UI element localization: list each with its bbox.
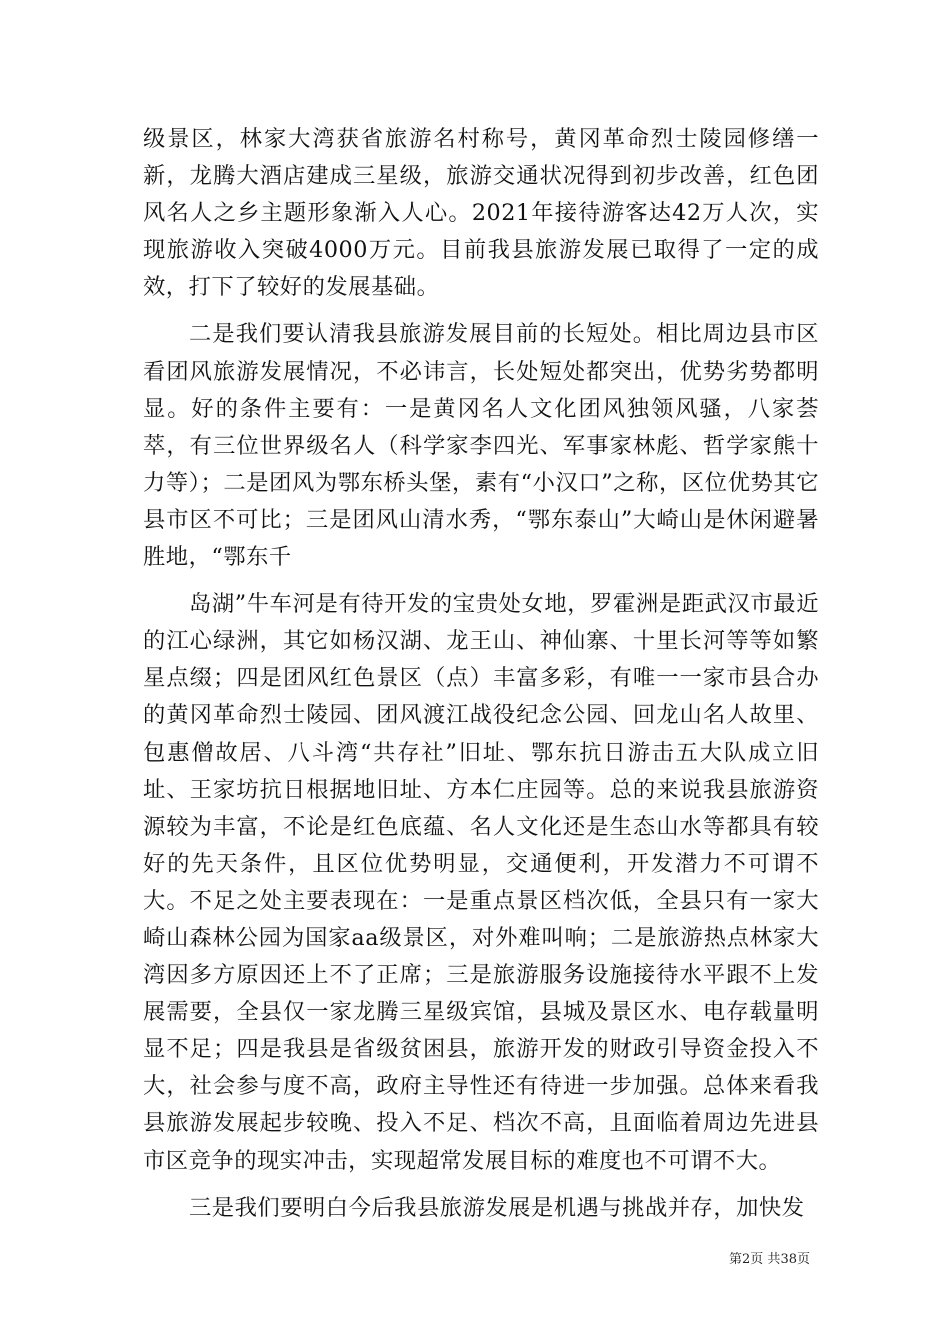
paragraph-opportunities: 三是我们要明白今后我县旅游发展是机遇与挑战并存，加快发 xyxy=(189,1194,805,1221)
footer-suffix: 页 xyxy=(796,1252,810,1267)
paragraph-resources: 岛湖”牛车河是有待开发的宝贵处女地，罗霍洲是距武汉市最近的江心绿洲，其它如杨汉湖、龙王山、神仙寨、十里长河等等如繁星点缀；四是团风红色景区（点）丰富多彩，有唯一一家市县合办的黄冈革命烈士陵园、团风渡江战役纪念公园、回龙山名人故里、包惠僧故居、八斗湾“共存社”旧址、鄂东抗日游击五大队成立旧址、王家坊抗日根据地旧址、方本仁庄园等。总的来说我县旅游资源较为丰富，不论是红色底蕴、名人文化还是生态山水等都具有较好的先天条件，且区位优势明显，交通便利，开发潜力不可谓不大。不足之处主要表现在：一是重点景区档次低，全县只有一家大崎山森林公园为国家aa级景区，对外难叫响；二是旅游热点林家大湾因多方原因还上不了正席；三是旅游服务设施接待水平跟不上发展需要，全县仅一家龙腾三星级宾馆，县城及景区水、电存载量明显不足；四是我县是省级贫困县，旅游开发的财政引导资金投入不大，社会参与度不高，政府主导性还有待进一步加强。总体来看我县旅游发展起步较晚、投入不足、档次不高，且面临着周边先进县市区竞争的现实冲击，实现超常发展目标的难度也不可谓不大。 xyxy=(143,591,819,1174)
paragraph-continued: 级景区，林家大湾获省旅游名村称号，黄冈革命烈士陵园修缮一新，龙腾大酒店建成三星级，旅游交通状况得到初步改善，红色团风名人之乡主题形象渐入人心。2021年接待游客达42万人次，实现旅游收入突破4000万元。目前我县旅游发展已取得了一定的成效，打下了较好的发展基础。 xyxy=(143,126,819,301)
footer-prefix: 第 xyxy=(729,1252,743,1267)
footer-current-page: 2 xyxy=(742,1252,751,1267)
paragraph-strengths-weaknesses: 二是我们要认清我县旅游发展目前的长短处。相比周边县市区看团风旅游发展情况，不必讳言，长处短处都突出，优势劣势都明显。好的条件主要有：一是黄冈名人文化团风独领风骚，八家荟萃，有三位世界级名人（科学家李四光、军事家林彪、哲学家熊十力等）；二是团风为鄂东桥头堡，素有“小汉口”之称，区位优势其它县市区不可比；三是团风山清水秀，“鄂东泰山”大崎山是休闲避暑胜地，“鄂东千 xyxy=(143,321,819,571)
page-footer xyxy=(729,1248,810,1267)
document-body xyxy=(143,121,819,1227)
footer-middle: 页 共 xyxy=(750,1252,781,1267)
footer-total-pages: 38 xyxy=(780,1252,797,1267)
